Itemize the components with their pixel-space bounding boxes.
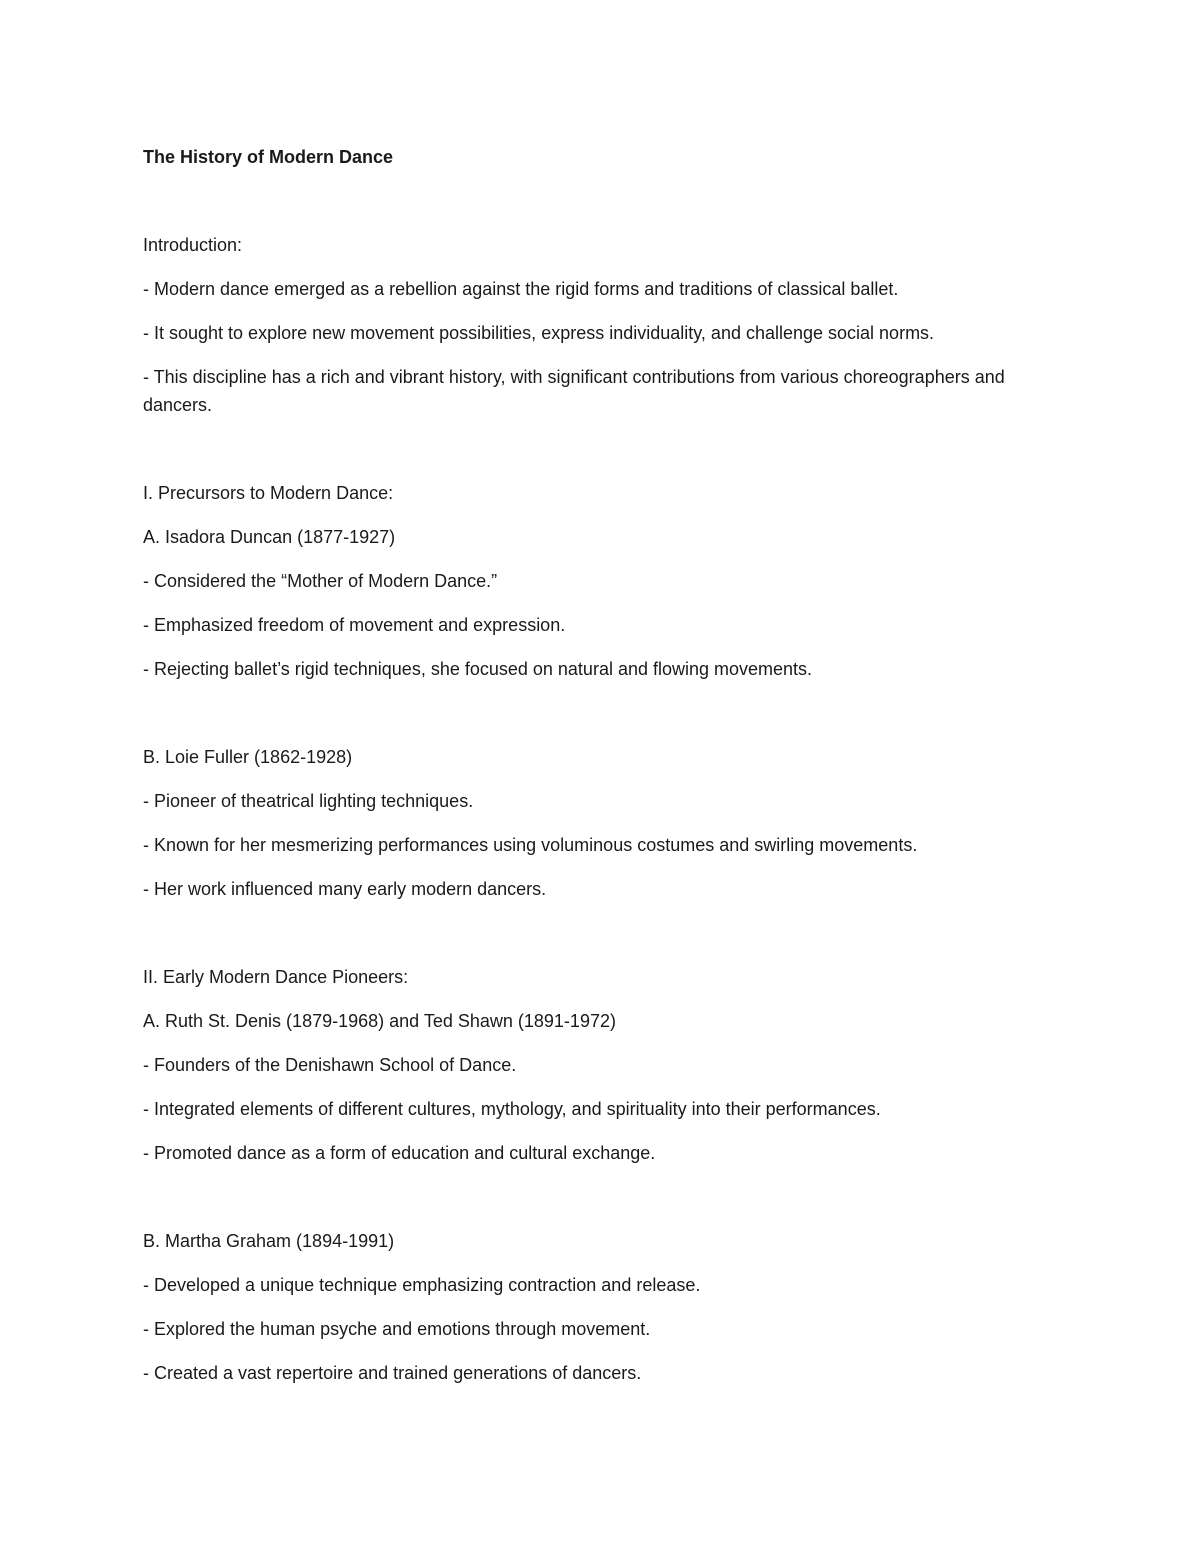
list-item: - Emphasized freedom of movement and expression.: [143, 615, 566, 635]
list-item: - Created a vast repertoire and trained generations of dancers.: [143, 1363, 642, 1383]
list-item: - Founders of the Denishawn School of Dance.: [143, 1055, 517, 1075]
list-item: - Rejecting ballet’s rigid techniques, she focused on natural and flowing movements.: [143, 659, 813, 679]
section-heading-pioneers: II. Early Modern Dance Pioneers:: [143, 967, 409, 987]
section-spacer: [143, 699, 1063, 743]
list-item: - Pioneer of theatrical lighting techniques.: [143, 791, 474, 811]
section-spacer: [143, 1183, 1063, 1227]
subsection-heading-fuller: B. Loie Fuller (1862-1928): [143, 747, 353, 767]
list-item: - Integrated elements of different cultures, mythology, and spirituality into their performances.: [143, 1099, 881, 1119]
list-item: - Modern dance emerged as a rebellion against the rigid forms and traditions of classical ballet.: [143, 279, 899, 299]
introduction-heading: Introduction:: [143, 235, 243, 255]
section-spacer: [143, 919, 1063, 963]
list-item: - This discipline has a rich and vibrant history, with significant contributions from various choreographers and dancers.: [143, 367, 1005, 415]
document-title: The History of Modern Dance: [143, 147, 394, 167]
subsection-heading-graham: B. Martha Graham (1894-1991): [143, 1231, 395, 1251]
list-item: - Developed a unique technique emphasizing contraction and release.: [143, 1275, 701, 1295]
list-item: - Promoted dance as a form of education and cultural exchange.: [143, 1143, 656, 1163]
list-item: - Her work influenced many early modern dancers.: [143, 879, 547, 899]
list-item: - Explored the human psyche and emotions through movement.: [143, 1319, 651, 1339]
subsection-heading-denishawn: A. Ruth St. Denis (1879-1968) and Ted Shawn (1891-1972): [143, 1011, 616, 1031]
section-heading-precursors: I. Precursors to Modern Dance:: [143, 483, 394, 503]
document-body: [143, 143, 1063, 1403]
section-spacer: [143, 435, 1063, 479]
list-item: - Known for her mesmerizing performances using voluminous costumes and swirling movements.: [143, 835, 918, 855]
list-item: - Considered the “Mother of Modern Dance.”: [143, 571, 498, 591]
subsection-heading-duncan: A. Isadora Duncan (1877-1927): [143, 527, 396, 547]
list-item: - It sought to explore new movement possibilities, express individuality, and challenge social norms.: [143, 323, 935, 343]
